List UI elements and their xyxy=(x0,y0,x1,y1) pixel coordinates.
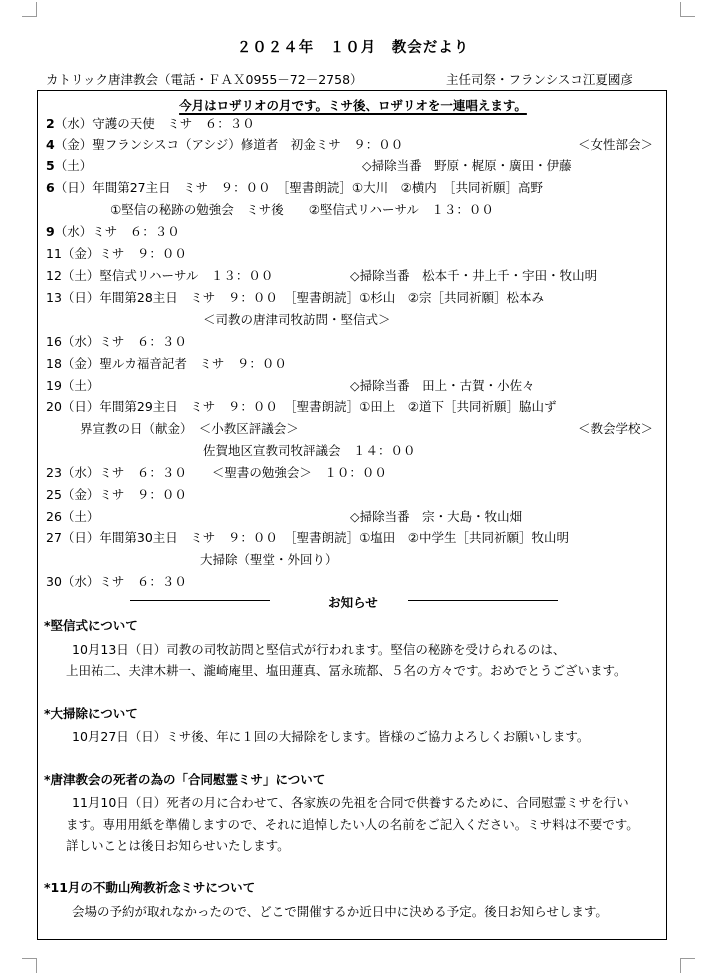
section-heading: *堅信式について xyxy=(44,618,138,633)
cleaning-duty: ◇掃除当番 田上・古賀・小佐々 xyxy=(350,378,535,393)
section-text: 10月27日（日）ミサ後、年に１回の大掃除をします。皆様のご協力よろしくお願いします。 xyxy=(72,729,590,744)
cleaning-duty: ◇掃除当番 松本千・井上千・宇田・牧山明 xyxy=(350,268,598,283)
section-text: 11月10日（日）死者の月に合わせて、各家族の先祖を合同で供養するために、合同慰霊ミサを行い xyxy=(72,795,629,810)
divider-right xyxy=(408,600,558,601)
page-corner-mark xyxy=(680,2,695,17)
page-corner-mark xyxy=(22,958,37,973)
schedule-line: 9（水）ミサ ６：３０ xyxy=(46,224,180,239)
cleaning-duty: ◇掃除当番 宗・大島・牧山畑 xyxy=(350,509,523,524)
section-text: 上田祐二、夫津木耕一、瀧崎庵里、塩田蓮真、冨永琉都、５名の方々です。おめでとうございます。 xyxy=(66,663,627,678)
schedule-line: 2（水）守護の天使 ミサ ６：３０ xyxy=(46,116,255,131)
church-contact: カトリック唐津教会（電話・ＦＡＸ0955－72－2758） xyxy=(46,72,363,87)
rosary-notice: 今月はロザリオの月です。ミサ後、ロザリオを一連唱えます。 xyxy=(179,98,527,113)
schedule-line: 30（水）ミサ ６：３０ xyxy=(46,574,187,589)
schedule-line: 16（水）ミサ ６：３０ xyxy=(46,334,187,349)
schedule-line: 大掃除（聖堂・外回り） xyxy=(200,552,338,567)
schedule-line: 12（土）堅信式リハーサル １３：００ xyxy=(46,268,274,283)
schedule-line: 5（土） xyxy=(46,158,93,173)
section-text: 詳しいことは後日お知らせいたします。 xyxy=(66,838,290,853)
section-text: 10月13日（日）司教の司牧訪問と堅信式が行われます。堅信の秘跡を受けられるのは、 xyxy=(72,642,566,657)
section-heading: *大掃除について xyxy=(44,706,138,721)
schedule-note: ＜教会学校＞ xyxy=(578,421,654,436)
section-text: 会場の予約が取れなかったので、どこで開催するか近日中に決める予定。後日お知らせします。 xyxy=(72,904,608,919)
schedule-line: 11（金）ミサ ９：００ xyxy=(46,246,187,261)
schedule-note: ＜女性部会＞ xyxy=(578,137,654,152)
schedule-line: 26（土） xyxy=(46,509,100,524)
schedule-line: 18（金）聖ルカ福音記者 ミサ ９：００ xyxy=(46,356,287,371)
priest-name: 主任司祭・フランシスコ江夏國彦 xyxy=(446,72,633,87)
section-text: ます。専用用紙を準備しますので、それに追悼したい人の名前をご記入ください。ミサ料は不要です。 xyxy=(66,817,639,832)
schedule-line: 27（日）年間第30主日 ミサ ９：００ ［聖書朗読］①塩田 ②中学生［共同祈願］牧山明 xyxy=(46,530,569,545)
schedule-line: ＜司教の唐津司牧訪問・堅信式＞ xyxy=(203,312,391,327)
page-corner-mark xyxy=(680,958,695,973)
schedule-line: 19（土） xyxy=(46,378,100,393)
page-corner-mark xyxy=(22,2,37,17)
schedule-line: 13（日）年間第28主日 ミサ ９：００ ［聖書朗読］①杉山 ②宗［共同祈願］松本み xyxy=(46,290,544,305)
schedule-line: 20（日）年間第29主日 ミサ ９：００ ［聖書朗読］①田上 ②道下［共同祈願］脇山ず xyxy=(46,399,557,414)
section-heading: *唐津教会の死者の為の「合同慰霊ミサ」について xyxy=(44,772,326,787)
cleaning-duty: ◇掃除当番 野原・梶原・廣田・伊藤 xyxy=(362,158,572,173)
schedule-line: 4（金）聖フランシスコ（アシジ）修道者 初金ミサ ９：００ xyxy=(46,137,404,152)
page-title: ２０２４年 １０月 教会だより xyxy=(236,40,470,56)
schedule-line: ①堅信の秘跡の勉強会 ミサ後 ②堅信式リハーサル １３：００ xyxy=(110,202,494,217)
section-heading: *11月の不動山殉教祈念ミサについて xyxy=(44,880,256,895)
schedule-line: 23（水）ミサ ６：３０ ＜聖書の勉強会＞ １０：００ xyxy=(46,465,387,480)
schedule-line: 25（金）ミサ ９：００ xyxy=(46,487,187,502)
schedule-line: 界宣教の日（献金） ＜小教区評議会＞ xyxy=(80,421,299,436)
schedule-line: 6（日）年間第27主日 ミサ ９：００ ［聖書朗読］①大川 ②横内 ［共同祈願］高野 xyxy=(46,180,544,195)
schedule-line: 佐賀地区宣教司牧評議会 １４：００ xyxy=(203,443,416,458)
announcements-heading: お知らせ xyxy=(328,595,378,610)
